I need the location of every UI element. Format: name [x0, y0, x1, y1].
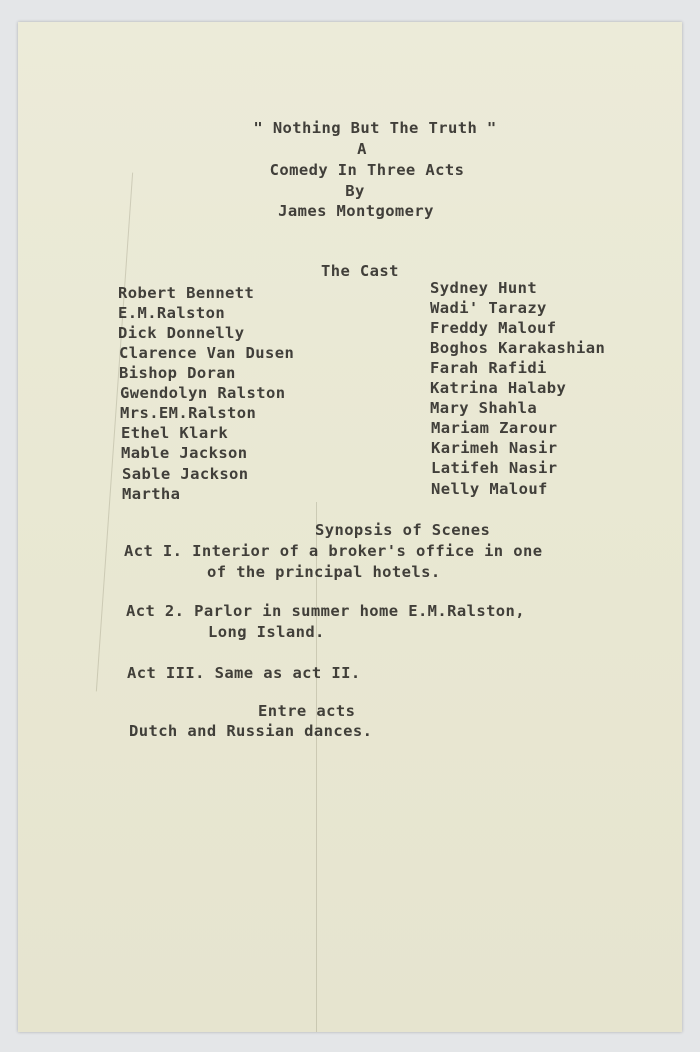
character-name: E.M.Ralston: [118, 304, 226, 322]
act-two-description: Act 2. Parlor in summer home E.M.Ralston,: [126, 602, 526, 620]
act-three-description: Act III. Same as act II.: [127, 664, 361, 682]
act-one-description-continued: of the principal hotels.: [207, 563, 441, 581]
actor-name: Mariam Zarour: [431, 419, 558, 437]
character-name: Mable Jackson: [121, 444, 248, 462]
character-name: Robert Bennett: [118, 284, 255, 302]
character-name: Mrs.EM.Ralston: [120, 404, 257, 422]
act-one-description: Act I. Interior of a broker's office in one: [124, 542, 543, 560]
title-article: A: [357, 140, 367, 158]
actor-name: Mary Shahla: [430, 399, 538, 417]
play-title: " Nothing But The Truth ": [253, 119, 497, 137]
character-name: Martha: [122, 485, 181, 503]
synopsis-heading: Synopsis of Scenes: [315, 521, 491, 539]
actor-name: Boghos Karakashian: [430, 339, 606, 357]
act-two-description-continued: Long Island.: [208, 623, 325, 641]
actor-name: Farah Rafidi: [430, 359, 547, 377]
author-name: James Montgomery: [278, 202, 434, 220]
character-name: Gwendolyn Ralston: [120, 384, 286, 402]
entre-acts-text: Dutch and Russian dances.: [129, 722, 373, 740]
actor-name: Katrina Halaby: [430, 379, 567, 397]
actor-name: Sydney Hunt: [430, 279, 538, 297]
character-name: Bishop Doran: [119, 364, 236, 382]
by-line: By: [345, 182, 365, 200]
actor-name: Karimeh Nasir: [431, 439, 558, 457]
character-name: Dick Donnelly: [118, 324, 245, 342]
actor-name: Latifeh Nasir: [431, 459, 558, 477]
actor-name: Freddy Malouf: [430, 319, 557, 337]
cast-heading: The Cast: [321, 262, 399, 280]
paper-crease: [316, 502, 317, 1032]
character-name: Clarence Van Dusen: [119, 344, 295, 362]
entre-acts-heading: Entre acts: [258, 702, 356, 720]
character-name: Ethel Klark: [121, 424, 229, 442]
actor-name: Wadi' Tarazy: [430, 299, 547, 317]
actor-name: Nelly Malouf: [431, 480, 548, 498]
character-name: Sable Jackson: [122, 465, 249, 483]
play-subtitle: Comedy In Three Acts: [269, 161, 465, 179]
